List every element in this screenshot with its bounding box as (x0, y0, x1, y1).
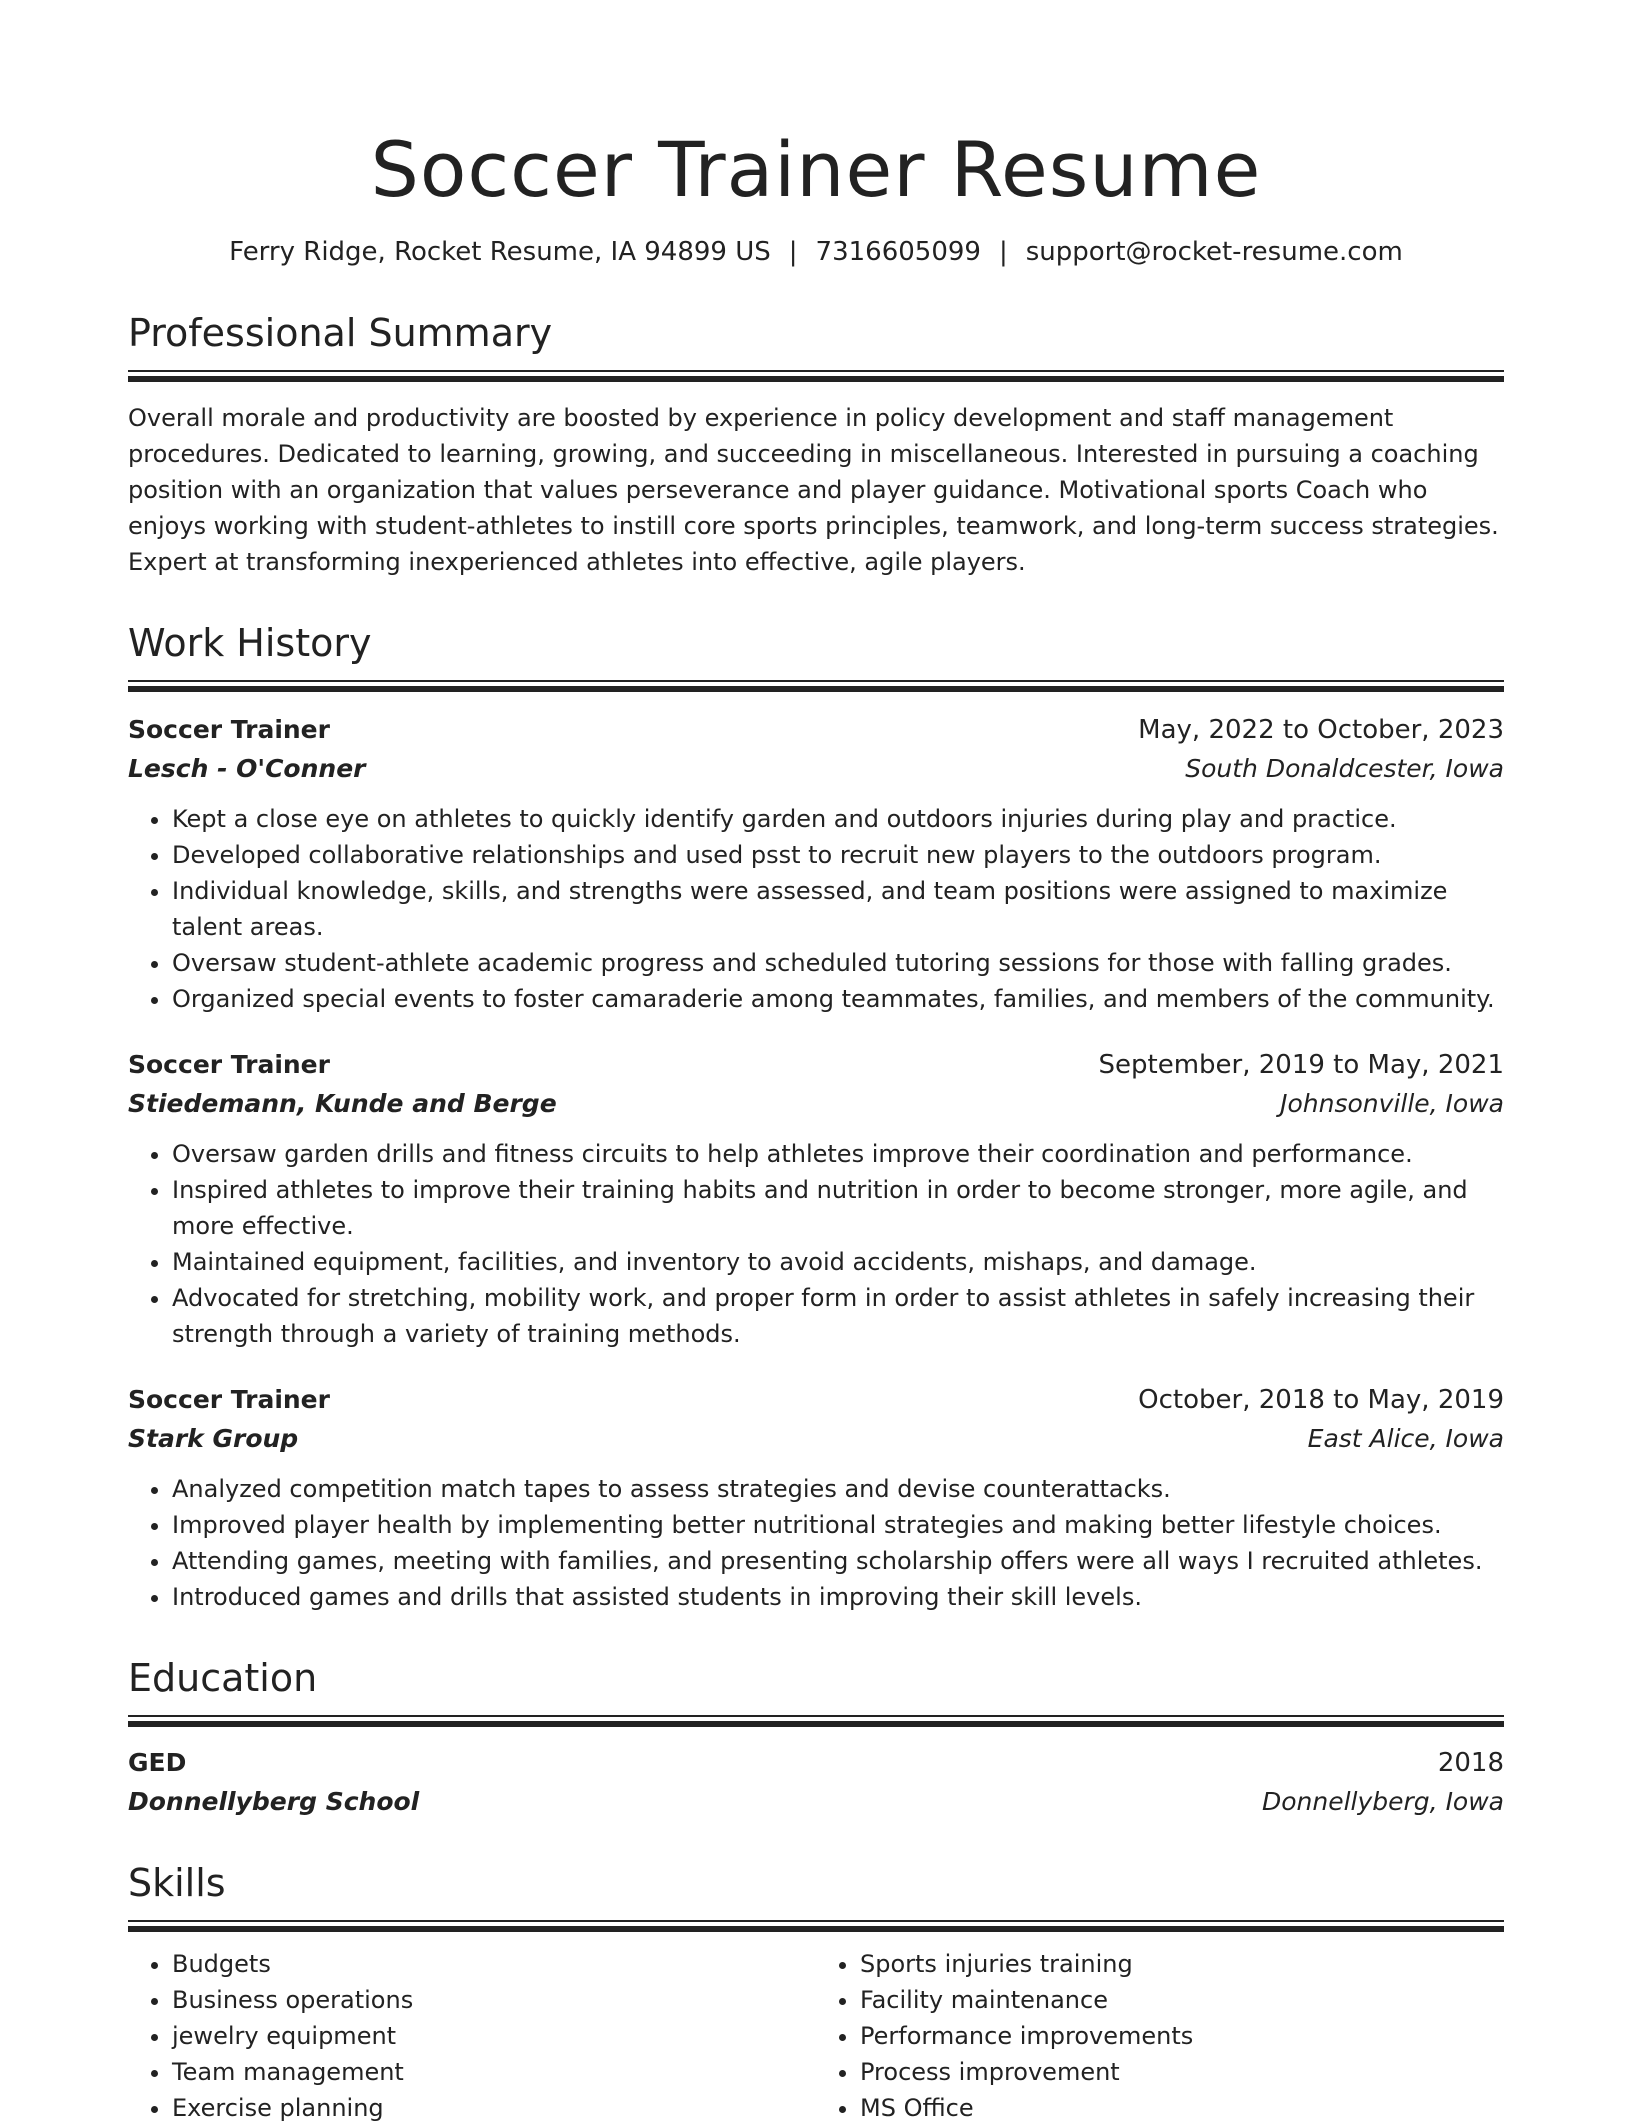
job-location: Johnsonville, Iowa (1280, 1089, 1504, 1118)
section-heading-skills: Skills (128, 1861, 226, 1905)
skills-list (128, 1946, 1504, 2126)
job-duty: • Introduced games and drills that assisted students in improving their skill levels. (172, 1579, 1504, 1615)
contact-email: support@rocket-resume.com (1025, 237, 1403, 267)
section-divider (128, 1715, 1504, 1727)
section-heading-education: Education (128, 1656, 318, 1700)
education-entry (128, 1745, 1504, 1820)
job-dates: May, 2022 to October, 2023 (1138, 715, 1504, 745)
skills-column-left (128, 1946, 816, 2126)
job-duties (128, 1136, 1504, 1352)
job-duty: • Inspired athletes to improve their training habits and nutrition in order to become stronger, more agile, and more effective. (172, 1172, 1504, 1244)
skill-item: • jewelry equipment (172, 2018, 816, 2054)
skill-item: • Business operations (172, 1982, 816, 2018)
summary-text: Overall morale and productivity are boosted by experience in policy development and staff management procedures. Dedicated to learning, growing, and succeeding in miscellaneous. Interested in pursuing a coaching position with an organization that values perseverance and player guidance. Motivational sports Coach who enjoys working with student-athletes to instill core sports principles, teamwork, and long-term success strategies. Expert at transforming inexperienced athletes into effective, agile players. (128, 404, 1499, 576)
job-dates: October, 2018 to May, 2019 (1138, 1385, 1504, 1415)
education-degree: GED (128, 1748, 187, 1777)
skill-item: • Facility maintenance (860, 1982, 1504, 2018)
section-heading-work-history: Work History (128, 621, 372, 665)
skill-item: • Performance improvements (860, 2018, 1504, 2054)
job-duty: • Analyzed competition match tapes to assess strategies and devise counterattacks. (172, 1471, 1504, 1507)
education-school: Donnellyberg School (128, 1787, 420, 1816)
skill-item: • Process improvement (860, 2054, 1504, 2090)
contact-line (128, 234, 1504, 270)
job-location: South Donaldcester, Iowa (1185, 754, 1504, 783)
job-duty: • Improved player health by implementing better nutritional strategies and making better lifestyle choices. (172, 1507, 1504, 1543)
job-company: Stark Group (128, 1424, 299, 1453)
page-title: Soccer Trainer Resume (370, 125, 1262, 214)
education-year: 2018 (1437, 1748, 1504, 1778)
job-duty: • Oversaw garden drills and fitness circuits to help athletes improve their coordination and performance. (172, 1136, 1504, 1172)
job-duty: • Attending games, meeting with families, and presenting scholarship offers were all ways I recruited athletes. (172, 1543, 1504, 1579)
job-duty: • Kept a close eye on athletes to quickly identify garden and outdoors injuries during play and practice. (172, 801, 1504, 837)
section-divider (128, 370, 1504, 382)
contact-separator: | (788, 237, 798, 267)
skill-item: • Team management (172, 2054, 816, 2090)
contact-phone: 7316605099 (815, 237, 981, 267)
job-entry (128, 1047, 1504, 1352)
job-entry (128, 712, 1504, 1017)
section-divider (128, 1920, 1504, 1932)
contact-separator: | (998, 237, 1008, 267)
job-dates: September, 2019 to May, 2021 (1098, 1050, 1504, 1080)
job-duty: • Developed collaborative relationships and used psst to recruit new players to the outdoors program. (172, 837, 1504, 873)
education-location: Donnellyberg, Iowa (1261, 1787, 1504, 1816)
skill-item: • Exercise planning (172, 2090, 816, 2126)
job-duties (128, 1471, 1504, 1615)
section-heading-summary: Professional Summary (128, 311, 553, 355)
job-title: Soccer Trainer (128, 1385, 330, 1414)
job-duty: • Maintained equipment, facilities, and inventory to avoid accidents, mishaps, and damage. (172, 1244, 1504, 1280)
job-duties (128, 801, 1504, 1017)
skills-column-right (816, 1946, 1504, 2126)
job-duty: • Individual knowledge, skills, and strengths were assessed, and team positions were assigned to maximize talent areas. (172, 873, 1504, 945)
job-title: Soccer Trainer (128, 1050, 330, 1079)
section-divider (128, 680, 1504, 692)
job-title: Soccer Trainer (128, 715, 330, 744)
skill-item: • MS Office (860, 2090, 1504, 2126)
skill-item: • Sports injuries training (860, 1946, 1504, 1982)
contact-address: Ferry Ridge, Rocket Resume, IA 94899 US (229, 237, 771, 267)
skill-item: • Budgets (172, 1946, 816, 1982)
job-company: Lesch - O'Conner (128, 754, 366, 783)
job-location: East Alice, Iowa (1307, 1424, 1504, 1453)
job-company: Stiedemann, Kunde and Berge (128, 1089, 557, 1118)
job-duty: • Organized special events to foster camaraderie among teammates, families, and members of the community. (172, 981, 1504, 1017)
job-duty: • Oversaw student-athlete academic progress and scheduled tutoring sessions for those with falling grades. (172, 945, 1504, 981)
job-duty: • Advocated for stretching, mobility work, and proper form in order to assist athletes in safely increasing their strength through a variety of training methods. (172, 1280, 1504, 1352)
job-entry (128, 1382, 1504, 1615)
